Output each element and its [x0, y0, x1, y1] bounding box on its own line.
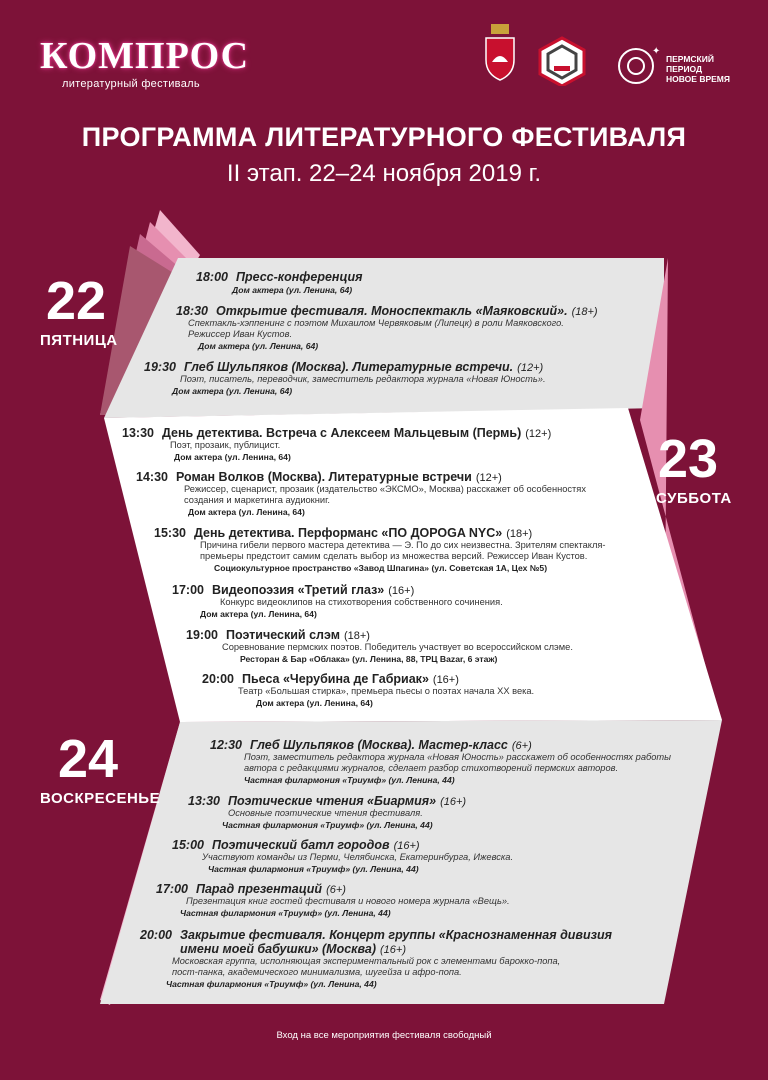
- page-subtitle: II этап. 22–24 ноября 2019 г.: [226, 160, 542, 187]
- day-23-name: СУББОТА: [656, 490, 732, 507]
- event-item: 12:30 Глеб Шульпяков (Москва). Мастер-класс (6+) Поэт, заместитель редактора журнала «Новая Юность» расскажет об особенностях работы автора с редакциями журналов, сделает разбор стихотворений пермских авторов. Частная филармония «Триумф» (ул. Ленина, 44): [210, 738, 671, 785]
- page-title: ПРОГРАММА ЛИТЕРАТУРНОГО ФЕСТИВАЛЯ: [81, 122, 687, 152]
- event-item: 17:00 Видеопоэзия «Третий глаз» (16+) Конкурс видеоклипов на стихотворения собственного сочинения. Дом актера (ул. Ленина, 64): [172, 583, 503, 619]
- partner-name: ПЕРМСКИЙ ПЕРИОД НОВОЕ ВРЕМЯ: [666, 54, 730, 84]
- event-item: 15:30 День детектива. Перформанс «ПО ДОРОGA NYC» (18+) Причина гибели первого мастера детектива — Э. По до сих неизвестна. Зрителям спектакля- премьеры предстоит самим сделать выбор из множества версий. Режиссер Иван Кустов. Социокультурное пространство «Завод Шпагина» (ул. Советская 1А, Цех №5): [154, 526, 606, 573]
- day-24-number: 24: [58, 729, 119, 789]
- event-item: 18:30 Открытие фестиваля. Моноспектакль «Маяковский». (18+) Спектакль-хэппенинг с поэтом Михаилом Червяковым (Липецк) в роли Маяковского. Режиссер Иван Кустов. Дом актера (ул. Ленина, 64): [176, 304, 598, 351]
- festival-logo-subtitle: литературный фестиваль: [62, 78, 200, 90]
- perm-period-logo-icon: [616, 42, 662, 88]
- event-item: 19:00 Поэтический слэм (18+) Соревнование пермских поэтов. Победитель участвует во всероссийском слэме. Ресторан & Бар «Облака» (ул. Ленина, 88, ТРЦ Bazar, 6 этаж): [186, 628, 573, 664]
- partner-hexagon-logo-icon: [538, 36, 586, 86]
- event-item: 13:30 Поэтические чтения «Биармия» (16+) Основные поэтические чтения фестиваля. Частная филармония «Триумф» (ул. Ленина, 44): [188, 794, 467, 830]
- event-item: 15:00 Поэтический батл городов (16+) Участвуют команды из Перми, Челябинска, Екатеринбурга, Ижевска. Частная филармония «Триумф» (ул. Ленина, 44): [172, 838, 514, 874]
- event-item: 20:00 Пьеса «Черубина де Габриак» (16+) Театр «Большая стирка», премьера пьесы о поэтах начала XX века. Дом актера (ул. Ленина, 64): [202, 672, 535, 708]
- day-22-name: ПЯТНИЦА: [40, 332, 118, 349]
- festival-logo: КОМПРОС: [40, 35, 250, 77]
- event-item: 17:00 Парад презентаций (6+) Презентация книг гостей фестиваля и нового номера журнала «Вещь». Частная филармония «Триумф» (ул. Ленина, 44): [156, 882, 510, 918]
- event-item: 14:30 Роман Волков (Москва). Литературные встречи (12+) Режиссер, сценарист, прозаик (издательство «ЭКСМО», Москва) расскажет об особенностях создания и маркетинга аудиокниг. Дом актера (ул. Ленина, 64): [136, 470, 586, 517]
- day-24-name: ВОСКРЕСЕНЬЕ: [40, 790, 161, 807]
- event-item: 13:30 День детектива. Встреча с Алексеем Мальцевым (Пермь) (12+) Поэт, прозаик, публицист. Дом актера (ул. Ленина, 64): [122, 426, 552, 462]
- footer-note: Вход на все мероприятия фестиваля свободный: [276, 1030, 492, 1041]
- event-item: 19:30 Глеб Шульпяков (Москва). Литературные встречи. (12+) Поэт, писатель, переводчик, заместитель редактора журнала «Новая Юность». Дом актера (ул. Ленина, 64): [144, 360, 546, 396]
- svg-text:✦: ✦: [652, 46, 661, 57]
- event-item: 20:00 Закрытие фестиваля. Концерт группы «Краснознаменная дивизия имени моей бабушки» (Москва) (16+) Московская группа, исполняющая экспериментальный рок с элементами барокко-попа, пост-панка, академического минимализма, шугейза и афро-попа. Частная филармония «Триумф» (ул. Ленина, 44): [140, 928, 612, 989]
- day-22-number: 22: [46, 271, 107, 331]
- event-item: 18:00 Пресс-конференция Дом актера (ул. Ленина, 64): [196, 270, 363, 295]
- day-23-number: 23: [658, 429, 719, 489]
- perm-coat-of-arms-icon: [482, 22, 518, 82]
